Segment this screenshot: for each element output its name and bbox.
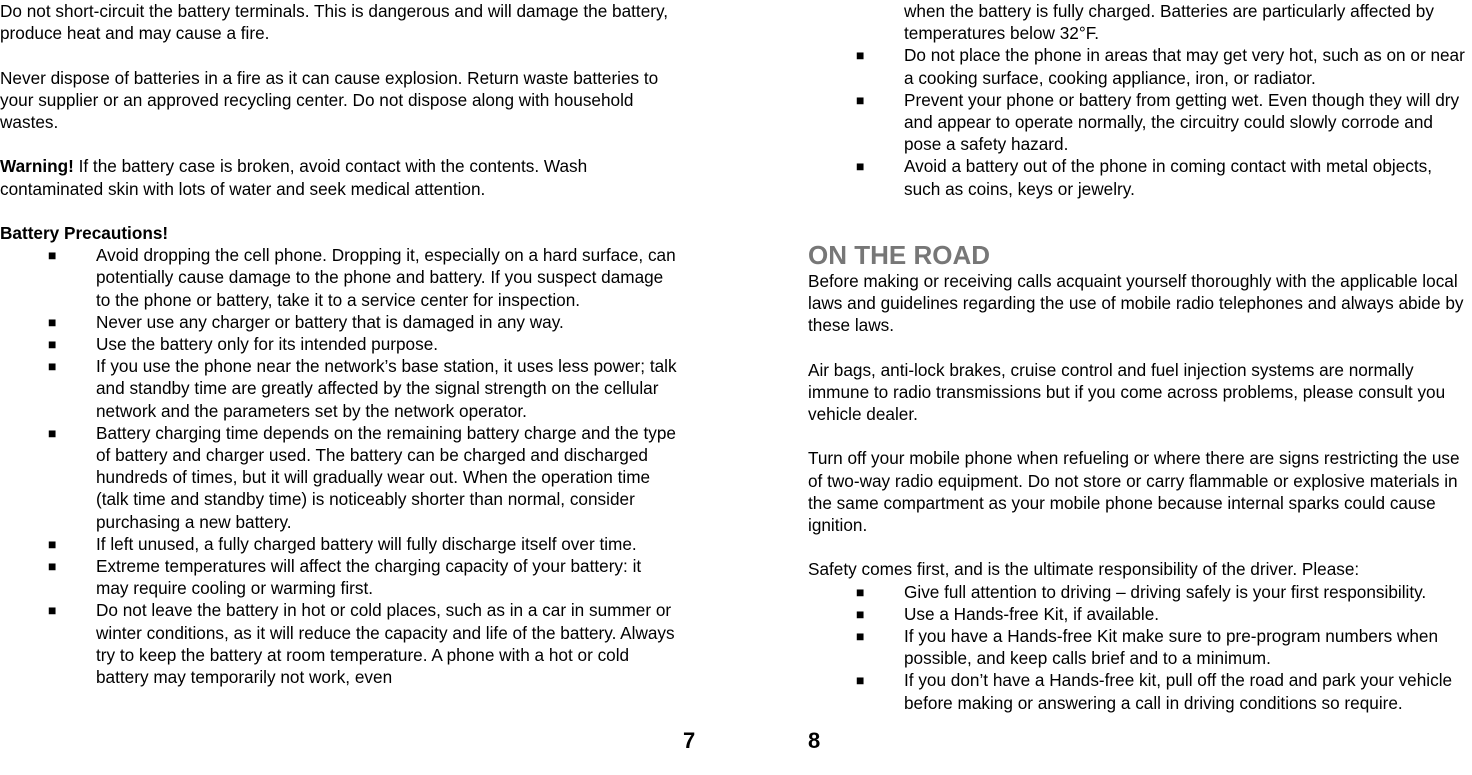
list-item: ■ Use a Hands-free Kit, if available. <box>856 603 1160 624</box>
page-number-8: 8 <box>808 728 821 753</box>
bullet-square-icon: ■ <box>48 247 57 264</box>
bullet-square-icon: ■ <box>856 605 865 622</box>
list-item: ■ Battery charging time depends on the remaining battery charge and the type of battery and charger used. The battery can be charged and discharged hundreds of times, but it will gradually wear out. When the operation time (talk time and standby time) is noticeably shorter than normal, consider purchasing a new battery. <box>48 422 676 532</box>
list-item: ■ Give full attention to driving – driving safely is your first responsibility. <box>856 581 1427 602</box>
list-item: ■ Prevent your phone or battery from getting wet. Even though they will dry and appear to operate normally, the circuitry could slowly corrode and pose a safety hazard. <box>856 89 1460 155</box>
list-item: ■ If you use the phone near the network’s base station, it uses less power; talk and standby time are greatly affected by the signal strength on the cellular network and the parameters set by the network operator. <box>48 356 677 421</box>
bullet-square-icon: ■ <box>48 535 57 552</box>
disposal-paragraph: Never dispose of batteries in a fire as it can cause explosion. Return waste batteries to your supplier or an approved recycling center. Do not dispose along with household wastes. <box>0 67 659 132</box>
list-item: ■ Use the battery only for its intended purpose. <box>48 334 439 354</box>
warning-paragraph <box>0 155 678 199</box>
battery-precautions-heading: Battery Precautions! <box>0 222 169 243</box>
bullet-square-icon: ■ <box>856 91 865 108</box>
warning-label: Warning! <box>0 156 74 177</box>
bullet-square-icon: ■ <box>48 424 57 441</box>
battery-precautions-list <box>0 244 678 688</box>
on-the-road-heading: ON THE ROAD <box>808 239 990 270</box>
list-item: ■ Avoid dropping the cell phone. Dropping it, especially on a hard surface, can potentially cause damage to the phone and battery. If you suspect damage to the phone or battery, take it to a service center for inspection. <box>48 245 676 310</box>
driving-safety-list <box>808 581 1472 714</box>
bullet-square-icon: ■ <box>856 583 865 600</box>
list-item: ■ Never use any charger or battery that is damaged in any way. <box>48 311 564 332</box>
short-circuit-paragraph: Do not short-circuit the battery terminals. This is dangerous and will damage the battery, produce heat and may cause a fire. <box>0 1 669 44</box>
continued-bullet-text: when the battery is fully charged. Batteries are particularly affected by temperatures below 32°F. <box>904 1 1434 44</box>
page-7 <box>0 0 678 688</box>
list-item: ■ Extreme temperatures will affect the charging capacity of your battery: it may require cooling or warming first. <box>48 556 642 599</box>
list-item: ■ If you have a Hands-free Kit make sure to pre-program numbers when possible, and keep calls brief and to a minimum. <box>856 626 1439 669</box>
page-8 <box>808 0 1472 714</box>
battery-precautions-list-continued <box>808 44 1472 199</box>
list-item: ■ If you don’t have a Hands-free kit, pull off the road and park your vehicle before making or answering a call in driving conditions so require. <box>856 670 1453 713</box>
local-laws-paragraph: Before making or receiving calls acquaint yourself thoroughly with the applicable local laws and guidelines regarding the use of mobile radio telephones and always abide by these laws. <box>808 270 1464 336</box>
list-item: ■ Do not leave the battery in hot or cold places, such as in a car in summer or winter conditions, as it will reduce the capacity and life of the battery. Always try to keep the battery at room temperature. A phone with a hot or cold battery may temporarily not work, even <box>48 600 675 688</box>
page-number-7: 7 <box>683 728 696 753</box>
bullet-square-icon: ■ <box>48 602 57 619</box>
bullet-square-icon: ■ <box>856 47 865 64</box>
bullet-square-icon: ■ <box>856 158 865 175</box>
list-item: ■ Avoid a battery out of the phone in coming contact with metal objects, such as coins, keys or jewelry. <box>856 156 1433 199</box>
bullet-square-icon: ■ <box>48 336 57 352</box>
airbags-paragraph: Air bags, anti-lock brakes, cruise control and fuel injection systems are normally immune to radio transmissions but if you come across problems, please consult you vehicle dealer. <box>808 359 1446 425</box>
bullet-square-icon: ■ <box>48 358 57 375</box>
list-item: ■ If left unused, a fully charged battery will fully discharge itself over time. <box>48 533 637 554</box>
bullet-square-icon: ■ <box>856 672 865 689</box>
list-item: ■ Do not place the phone in areas that may get very hot, such as on or near a cooking surface, cooking appliance, iron, or radiator. <box>856 45 1465 88</box>
bullet-square-icon: ■ <box>48 558 57 575</box>
bullet-square-icon: ■ <box>48 313 57 330</box>
bullet-square-icon: ■ <box>856 628 865 645</box>
refueling-paragraph: Turn off your mobile phone when refueling or where there are signs restricting the use of two-way radio equipment. Do not store or carry flammable or explosive materials in the same compartment as your mobile phone because internal sparks could cause ignition. <box>808 448 1460 536</box>
safety-paragraph: Safety comes first, and is the ultimate responsibility of the driver. Please: <box>808 559 1360 580</box>
warning-text: If the battery case is broken, avoid contact with the contents. Wash contaminated skin with lots of water and seek medical attention. <box>0 156 588 199</box>
